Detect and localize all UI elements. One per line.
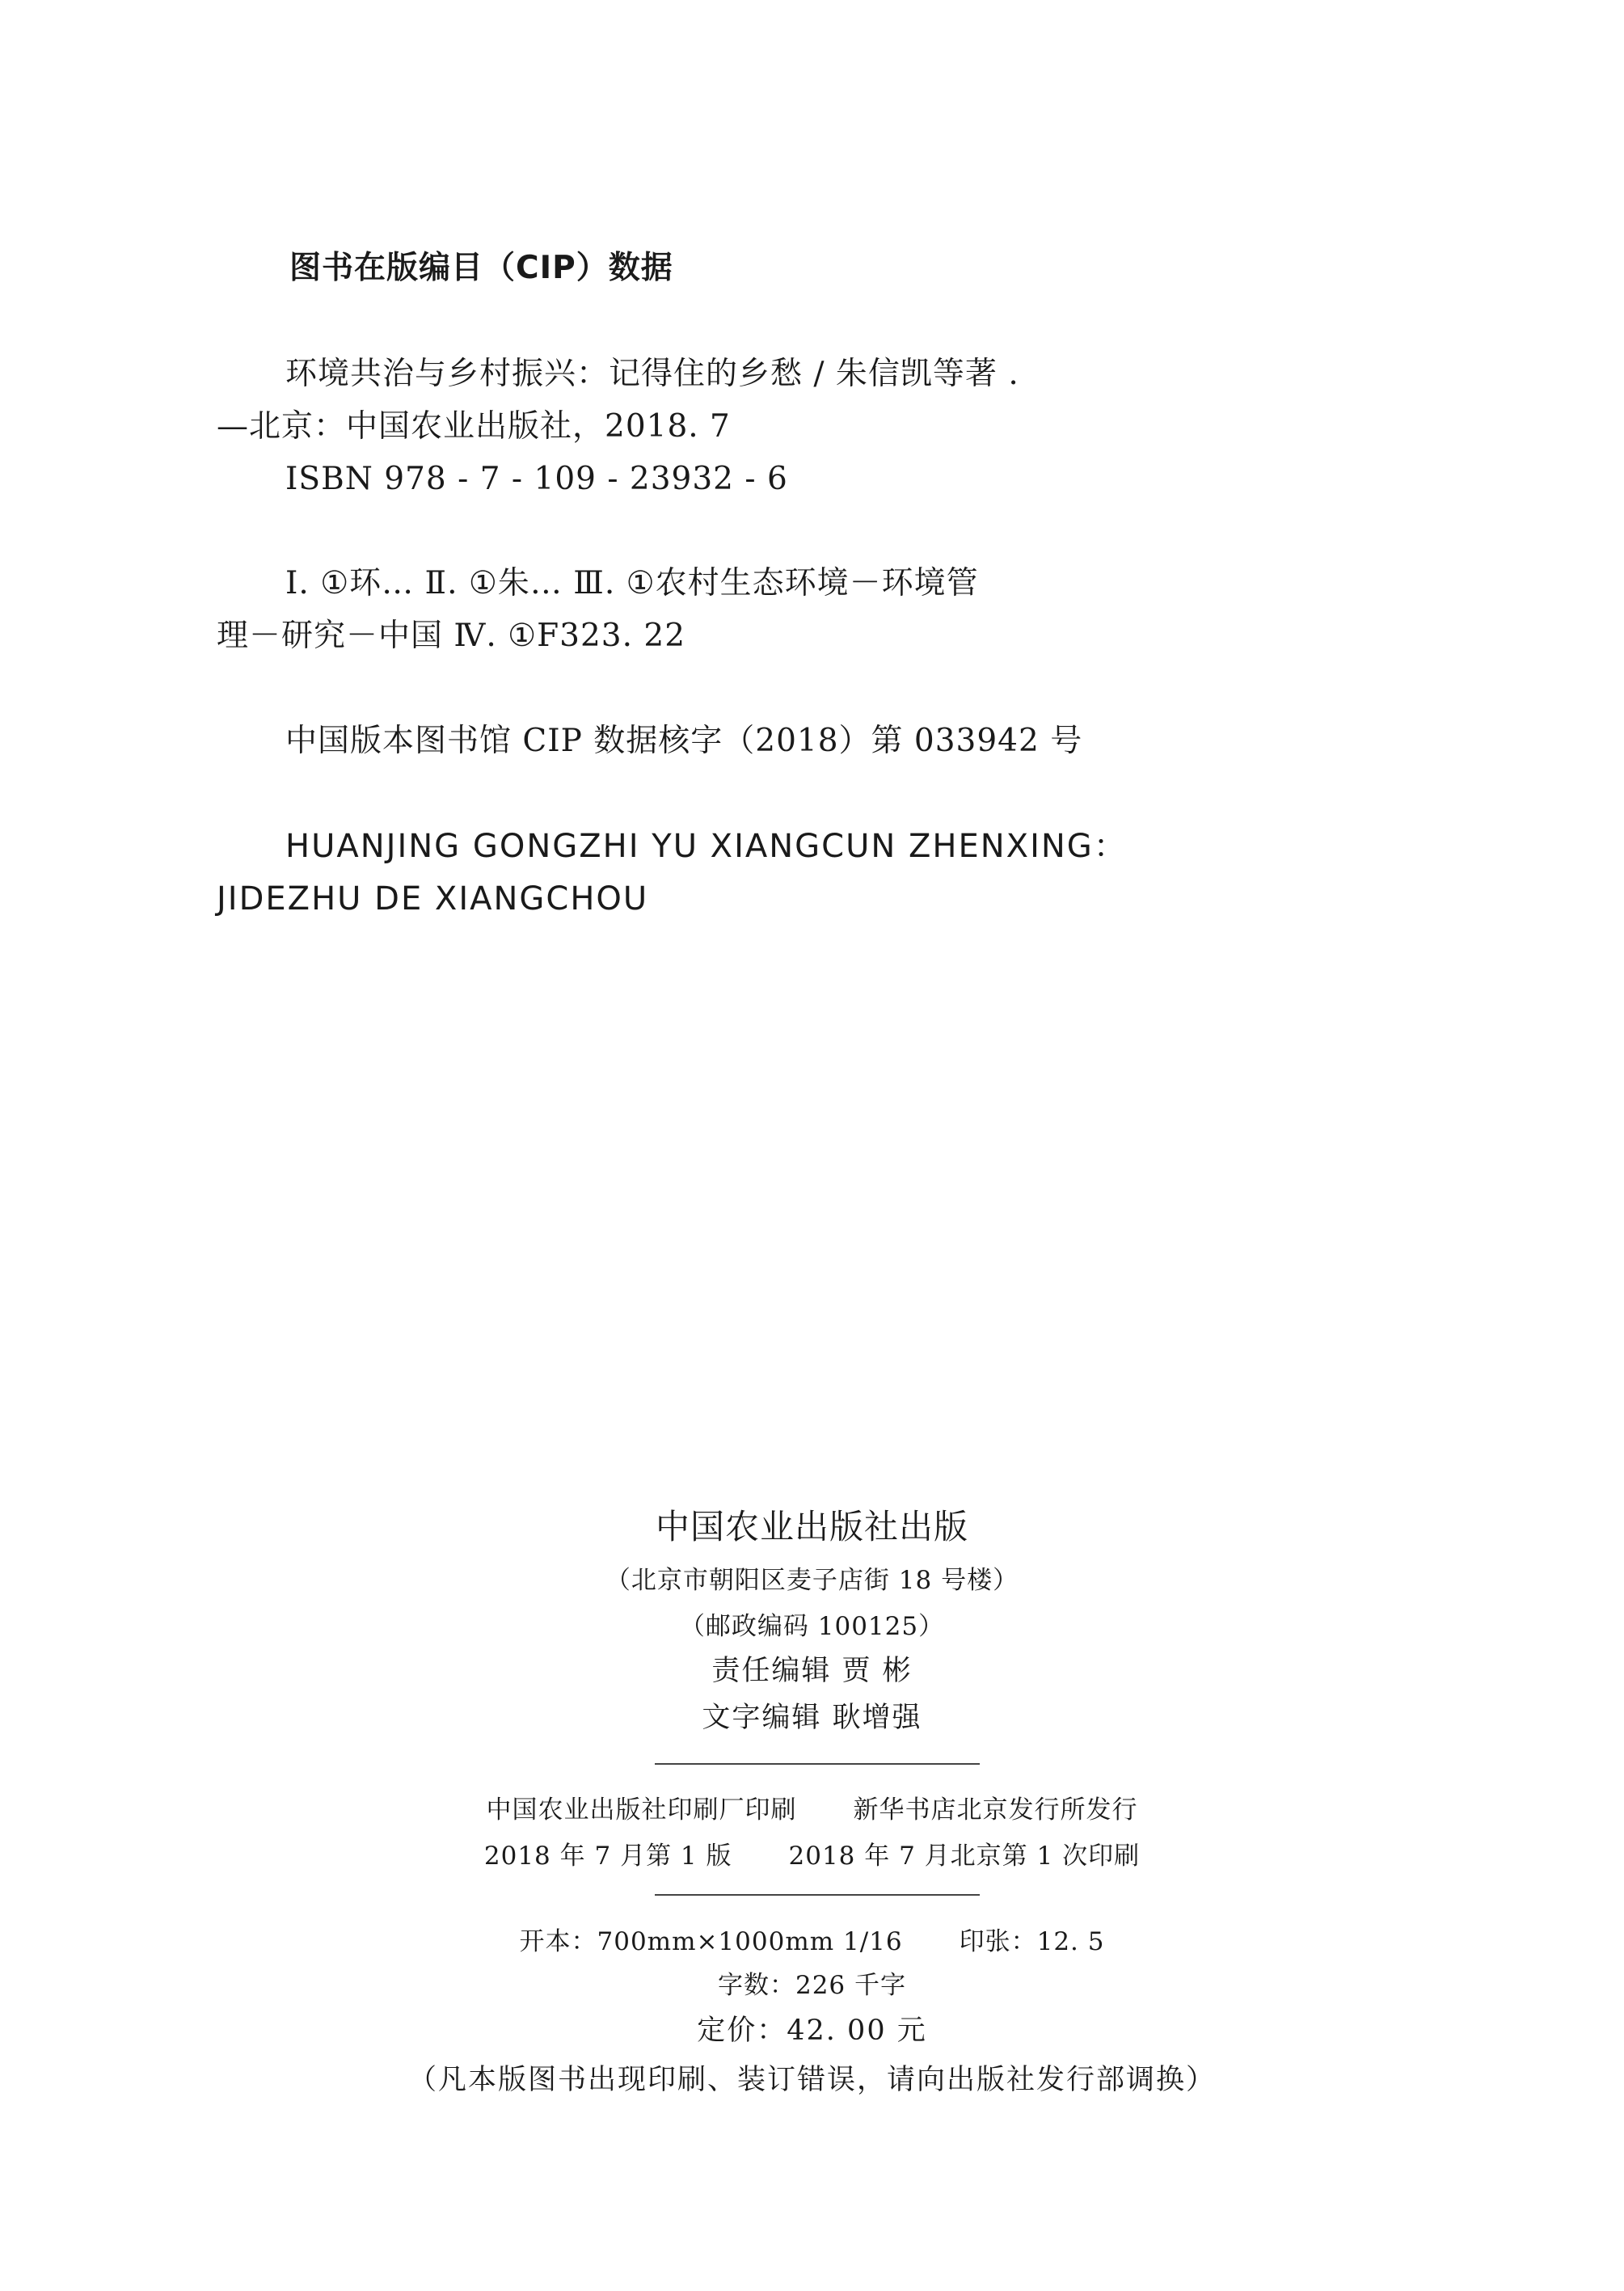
cip-isbn: ISBN 978 - 7 - 109 - 23932 - 6 xyxy=(285,461,788,497)
format-info-line xyxy=(0,1927,1624,1956)
cip-subjects-line1: Ⅰ. ①环… Ⅱ. ①朱… Ⅲ. ①农村生态环境－环境管 xyxy=(285,565,979,601)
publisher-address: （北京市朝阳区麦子店街 18 号楼） xyxy=(605,1566,1019,1595)
cip-entry-title-line: 环境共治与乡村振兴：记得住的乡愁 / 朱信凯等著 . xyxy=(285,356,1019,392)
edition-info-line xyxy=(0,1844,1624,1869)
cip-heading: 图书在版编目（CIP）数据 xyxy=(289,250,673,286)
cip-library-note: 中国版本图书馆 CIP 数据核字（2018）第 033942 号 xyxy=(285,723,1083,759)
printing-info-line xyxy=(0,1795,1624,1825)
printed-sheets: 印张：12. 5 xyxy=(959,1927,1105,1956)
book-format: 开本：700mm×1000mm 1/16 xyxy=(519,1927,903,1956)
publisher-postcode: （邮政编码 100125） xyxy=(679,1612,945,1641)
divider-rule-bottom xyxy=(655,1894,980,1896)
distributor: 新华书店北京发行所发行 xyxy=(853,1795,1138,1825)
cip-entry-publisher-line: —北京：中国农业出版社，2018. 7 xyxy=(217,408,731,445)
price: 定价：42. 00 元 xyxy=(697,2015,927,2047)
cip-subjects-line2: 理－研究－中国 Ⅳ. ①F323. 22 xyxy=(217,618,686,654)
editor-in-charge: 责任编辑 贾 彬 xyxy=(711,1655,913,1687)
printing: 2018 年 7 月北京第 1 次印刷 xyxy=(788,1842,1141,1871)
publisher-name: 中国农业出版社出版 xyxy=(655,1507,968,1546)
word-count: 字数：226 千字 xyxy=(717,1971,907,2000)
cip-pinyin-line2: JIDEZHU DE XIANGCHOU xyxy=(217,880,649,918)
printer: 中国农业出版社印刷厂印刷 xyxy=(486,1795,797,1825)
cip-pinyin-line1: HUANJING GONGZHI YU XIANGCUN ZHENXING： xyxy=(285,828,1128,865)
misprint-notice: （凡本版图书出现印刷、装订错误，请向出版社发行部调换） xyxy=(407,2064,1216,2096)
divider-rule-top xyxy=(655,1763,980,1765)
text-editor: 文字编辑 耿增强 xyxy=(702,1702,922,1734)
edition: 2018 年 7 月第 1 版 xyxy=(483,1842,732,1871)
